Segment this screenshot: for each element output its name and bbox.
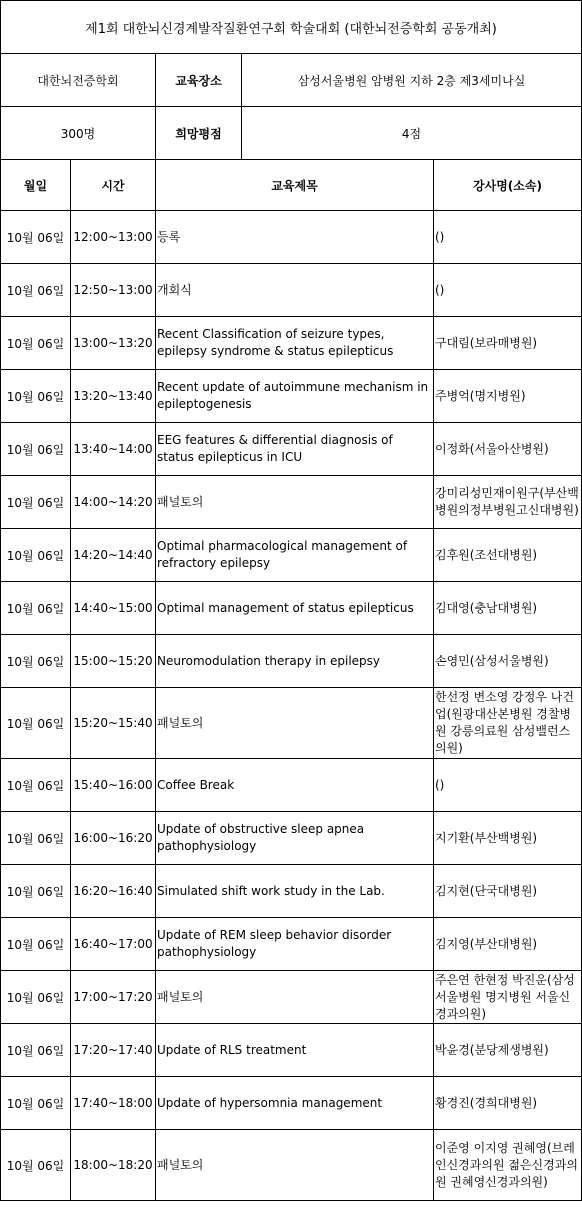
lecturer-cell: () <box>434 264 582 317</box>
date-cell: 10월 06일 <box>1 971 71 1024</box>
topic-cell: Optimal management of status epilepticus <box>156 582 434 635</box>
lecturer-cell: 강미리성민재이원구(부산백병원의정부병원고신대병원) <box>434 476 582 529</box>
topic-cell: Neuromodulation therapy in epilepsy <box>156 635 434 688</box>
date-cell: 10월 06일 <box>1 423 71 476</box>
date-cell: 10월 06일 <box>1 264 71 317</box>
schedule-row <box>1 865 582 918</box>
date-cell: 10월 06일 <box>1 582 71 635</box>
header-time: 시간 <box>71 160 156 211</box>
lecturer-cell: 이정화(서울아산병원) <box>434 423 582 476</box>
lecturer-cell: 김지현(단국대병원) <box>434 865 582 918</box>
date-cell: 10월 06일 <box>1 759 71 812</box>
schedule-row <box>1 918 582 971</box>
lecturer-cell: 이준영 이지영 권혜영(브레인신경과의원 젊은신경과의원 권혜영신경과의원) <box>434 1130 582 1201</box>
time-cell: 17:00~17:20 <box>71 971 156 1024</box>
topic-cell: Update of REM sleep behavior disorder pathophysiology <box>156 918 434 971</box>
date-cell: 10월 06일 <box>1 370 71 423</box>
time-cell: 12:00~13:00 <box>71 211 156 264</box>
topic-cell: 등록 <box>156 211 434 264</box>
rating-label: 희망평점 <box>156 107 242 160</box>
title-table <box>0 0 582 54</box>
time-cell: 12:50~13:00 <box>71 264 156 317</box>
topic-cell: Recent update of autoimmune mechanism in epileptogenesis <box>156 370 434 423</box>
lecturer-cell: 지기환(부산백병원) <box>434 812 582 865</box>
date-cell: 10월 06일 <box>1 1077 71 1130</box>
date-cell: 10월 06일 <box>1 918 71 971</box>
schedule-row <box>1 264 582 317</box>
time-cell: 16:00~16:20 <box>71 812 156 865</box>
time-cell: 13:00~13:20 <box>71 317 156 370</box>
date-cell: 10월 06일 <box>1 529 71 582</box>
rating-value: 4점 <box>242 107 582 160</box>
schedule-row <box>1 476 582 529</box>
page-title: 제1회 대한뇌신경계발작질환연구회 학술대회 (대한뇌전증학회 공동개최) <box>1 1 582 54</box>
lecturer-cell: 한선정 변소영 강정우 나건업(원광대산본병원 경찰병원 강릉의료원 삼성밸런스의원) <box>434 688 582 759</box>
schedule-row <box>1 370 582 423</box>
lecturer-cell: 손영민(삼성서울병원) <box>434 635 582 688</box>
date-cell: 10월 06일 <box>1 1024 71 1077</box>
time-cell: 14:40~15:00 <box>71 582 156 635</box>
time-cell: 17:20~17:40 <box>71 1024 156 1077</box>
lecturer-cell: () <box>434 211 582 264</box>
date-cell: 10월 06일 <box>1 635 71 688</box>
time-cell: 14:00~14:20 <box>71 476 156 529</box>
date-cell: 10월 06일 <box>1 1130 71 1201</box>
schedule-row <box>1 635 582 688</box>
time-cell: 13:20~13:40 <box>71 370 156 423</box>
topic-cell: Update of hypersomnia management <box>156 1077 434 1130</box>
topic-cell: Recent Classification of seizure types, epilepsy syndrome & status epilepticus <box>156 317 434 370</box>
topic-cell: 개회식 <box>156 264 434 317</box>
topic-cell: Update of RLS treatment <box>156 1024 434 1077</box>
topic-cell: 패널토의 <box>156 688 434 759</box>
topic-cell: Simulated shift work study in the Lab. <box>156 865 434 918</box>
date-cell: 10월 06일 <box>1 476 71 529</box>
schedule-row <box>1 423 582 476</box>
time-cell: 14:20~14:40 <box>71 529 156 582</box>
time-cell: 16:40~17:00 <box>71 918 156 971</box>
header-date: 월일 <box>1 160 71 211</box>
time-cell: 13:40~14:00 <box>71 423 156 476</box>
lecturer-cell: 주병억(명지병원) <box>434 370 582 423</box>
capacity-cell: 300명 <box>1 107 156 160</box>
schedule-row <box>1 211 582 264</box>
schedule-header-row <box>1 160 582 211</box>
schedule-row <box>1 812 582 865</box>
date-cell: 10월 06일 <box>1 211 71 264</box>
topic-cell: Optimal pharmacological management of refractory epilepsy <box>156 529 434 582</box>
schedule-row <box>1 971 582 1024</box>
header-topic: 교육제목 <box>156 160 434 211</box>
schedule-row <box>1 759 582 812</box>
lecturer-cell: 황경진(경희대병원) <box>434 1077 582 1130</box>
date-cell: 10월 06일 <box>1 865 71 918</box>
organizer-cell: 대한뇌전증학회 <box>1 54 156 107</box>
topic-cell: 패널토의 <box>156 476 434 529</box>
schedule-row <box>1 688 582 759</box>
time-cell: 15:00~15:20 <box>71 635 156 688</box>
date-cell: 10월 06일 <box>1 688 71 759</box>
topic-cell: Coffee Break <box>156 759 434 812</box>
lecturer-cell: 주은연 한현정 박진운(삼성서울병원 명지병원 서울신경과의원) <box>434 971 582 1024</box>
header-lecturer: 강사명(소속) <box>434 160 582 211</box>
topic-cell: 패널토의 <box>156 971 434 1024</box>
lecturer-cell: 김지영(부산대병원) <box>434 918 582 971</box>
date-cell: 10월 06일 <box>1 317 71 370</box>
venue-value: 삼성서울병원 암병원 지하 2층 제3세미나실 <box>242 54 582 107</box>
schedule-table <box>0 159 582 1201</box>
time-cell: 18:00~18:20 <box>71 1130 156 1201</box>
lecturer-cell: 김후원(조선대병원) <box>434 529 582 582</box>
topic-cell: EEG features & differential diagnosis of status epilepticus in ICU <box>156 423 434 476</box>
schedule-row <box>1 1024 582 1077</box>
schedule-row <box>1 1130 582 1201</box>
info-table <box>0 53 582 160</box>
lecturer-cell: 박윤경(분당제생병원) <box>434 1024 582 1077</box>
lecturer-cell: () <box>434 759 582 812</box>
time-cell: 15:40~16:00 <box>71 759 156 812</box>
lecturer-cell: 김대영(충남대병원) <box>434 582 582 635</box>
schedule-row <box>1 529 582 582</box>
date-cell: 10월 06일 <box>1 812 71 865</box>
schedule-row <box>1 582 582 635</box>
schedule-row <box>1 1077 582 1130</box>
lecturer-cell: 구대림(보라매병원) <box>434 317 582 370</box>
topic-cell: Update of obstructive sleep apnea pathophysiology <box>156 812 434 865</box>
time-cell: 16:20~16:40 <box>71 865 156 918</box>
venue-label: 교육장소 <box>156 54 242 107</box>
schedule-row <box>1 317 582 370</box>
time-cell: 15:20~15:40 <box>71 688 156 759</box>
topic-cell: 패널토의 <box>156 1130 434 1201</box>
time-cell: 17:40~18:00 <box>71 1077 156 1130</box>
